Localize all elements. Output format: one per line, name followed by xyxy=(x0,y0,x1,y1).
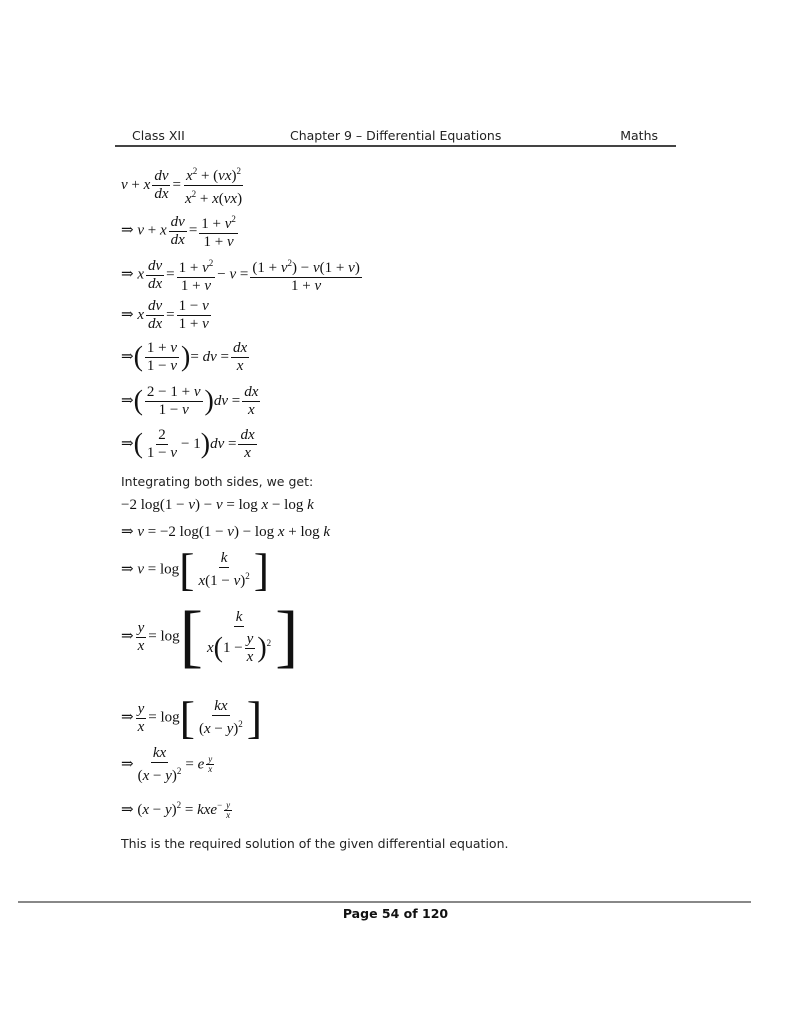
integrating-text: Integrating both sides, we get: xyxy=(121,474,314,489)
page-number: Page 54 of 120 xyxy=(342,906,449,921)
footer-divider xyxy=(18,901,751,903)
equation-12: ⇒ $\frac{y}{x}$ = log[ $\frac{kx}{(x - y)^2}$ ] xyxy=(121,692,263,743)
header-subject: Maths xyxy=(620,128,658,143)
equation-5: ⇒( $\frac{1 + v}{1 - v}$ )= dv = $\frac{dx}{x}$ xyxy=(121,340,248,374)
equation-3: ⇒ x $\frac{dv}{dx}$ = $\frac{1 + v^2}{1 + v}$ − v = $\frac{(1 + v^2) - v(1 + v)}{1 + v}$ xyxy=(121,255,364,295)
equation-2: ⇒ v + x $\frac{dv}{dx}$ = $\frac{1 + v^2}{1 + v}$ xyxy=(121,211,240,251)
equation-13: ⇒ $\frac{kx}{(x - y)^2}$ = e $\frac{y}{x}$ xyxy=(121,745,213,784)
header-chapter: Chapter 9 – Differential Equations xyxy=(290,128,502,143)
equation-9: ⇒ v = −2 log(1 − v) − log x + log k xyxy=(121,524,331,540)
equation-6: ⇒( $\frac{2 - 1 + v}{1 - v}$ )dv = $\frac{dx}{x}$ xyxy=(121,384,259,418)
conclusion-text: This is the required solution of the given differential equation. xyxy=(121,836,509,851)
equation-11: ⇒ $\frac{y}{x}$ = log[ k x(1 − $\frac{y}{x}$ )$^2$ ] xyxy=(121,598,299,675)
equation-4: ⇒ x $\frac{dv}{dx}$ = $\frac{1 - v}{1 + v}$ xyxy=(121,298,209,332)
header-divider xyxy=(115,145,676,147)
equation-1: v + x $\frac{dv}{dx}$ = $\frac{x^2 + (vx)^2}{x^2 + x(vx)}$ xyxy=(121,163,246,208)
equation-14: ⇒ $(x - y)^2 = kxe^-$ $\frac{y}{x}$ xyxy=(121,800,231,820)
page-header xyxy=(115,128,676,146)
equation-7: ⇒( $\frac{2}{1 - v}$ − 1)dv = $\frac{dx}{x}$ xyxy=(121,427,255,461)
equation-10: ⇒ v = log[ $\frac{k}{x(1 - v)^2}$ ] xyxy=(121,544,270,595)
equation-8: −2 log(1 − v) − v = log x − log k xyxy=(121,497,314,513)
header-class: Class XII xyxy=(132,128,185,143)
